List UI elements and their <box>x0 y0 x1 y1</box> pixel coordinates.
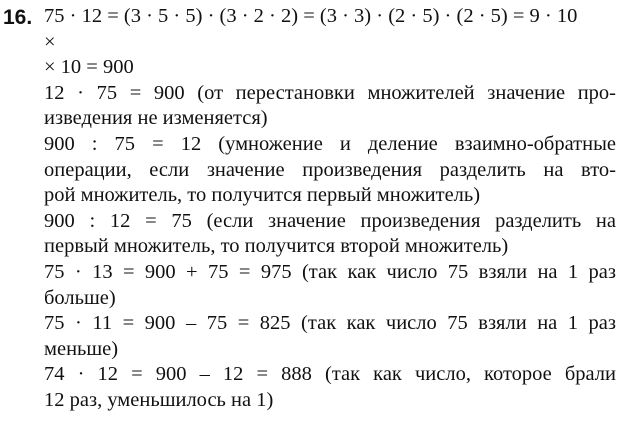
solution-line-commutative-1: 12 · 75 = 900 (от перестановки множителей значение про- <box>44 81 616 104</box>
solution-line-thirteen-2: больше) <box>44 286 116 309</box>
solution-line-division-3: рой множитель, то получится первый множитель) <box>44 184 481 207</box>
problem-number: 16. <box>3 6 33 29</box>
solution-line-factorization: 75 · 12 = (3 · 5 · 5) · (3 · 2 · 2) = (3 · 3) · (2 · 5) · (2 · 5) = 9 · 10 <box>44 5 578 27</box>
solution-line-commutative-2: изведения не изменяется) <box>44 107 268 130</box>
solution-line-seventyfour-1: 74 · 12 = 900 – 12 = 888 (так как число, которое брали <box>44 363 616 386</box>
solution-line-eleven-1: 75 · 11 = 900 – 75 = 825 (так как число 75 взяли на 1 раз <box>44 312 616 335</box>
solution-line-division-1: 900 : 75 = 12 (умножение и деление взаимно-обратные <box>44 132 616 155</box>
solution-line-division-b-1: 900 : 12 = 75 (если значение произведения разделить на <box>44 209 616 232</box>
problem-solution <box>44 4 616 414</box>
solution-line-division-2: операции, если значение произведения разделить на вто- <box>44 158 616 181</box>
solution-line-product-result: × 10 = 900 <box>44 56 134 79</box>
solution-line-seventyfour-2: 12 раз, уменьшилось на 1) <box>44 388 274 411</box>
solution-line-eleven-2: меньше) <box>44 337 119 360</box>
solution-line-division-b-2: первый множитель, то получится второй множитель) <box>44 235 509 258</box>
solution-line-thirteen-1: 75 · 13 = 900 + 75 = 975 (так как число 75 взяли на 1 раз <box>44 260 616 283</box>
solution-line-multiply-sign: × <box>44 30 56 53</box>
